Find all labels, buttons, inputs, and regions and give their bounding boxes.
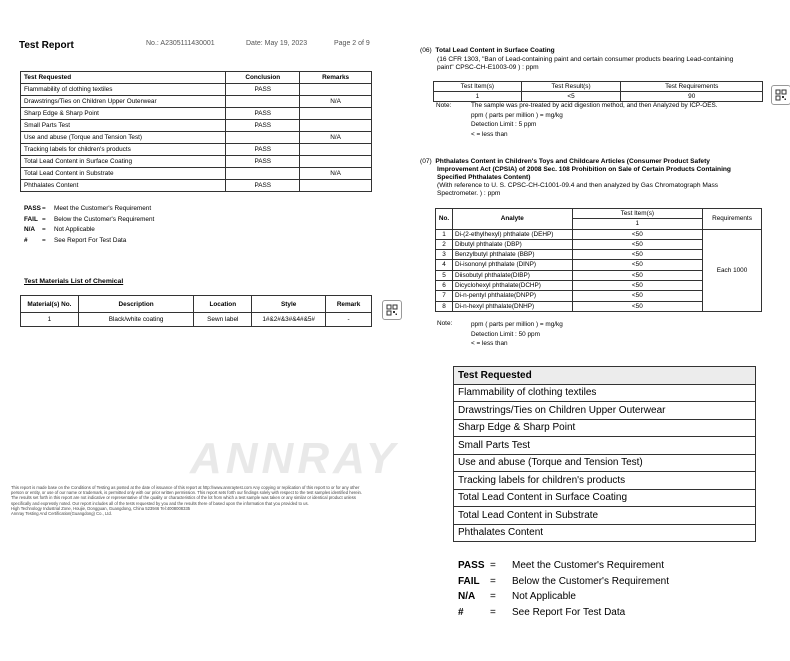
phthalates-requirement: Each 1000 [703, 229, 762, 311]
summary-conclusion: PASS [226, 120, 300, 132]
summary-remarks [300, 144, 372, 156]
report-date: Date: May 19, 2023 [246, 40, 308, 47]
analyte-name: Di-n-pentyl phthalate(DNPP) [452, 291, 572, 301]
legend-key: PASS [24, 205, 41, 212]
phthalates-ref-line1: (With reference to U. S. CPSC-CH-C1001-09.4 and then analyzed by Gas Chromatograph Mass [437, 182, 719, 189]
summary-test-name: Use and abuse (Torque and Tension Test) [21, 132, 226, 144]
analyte-name: Dicyclohexyl phthalate(DCHP) [452, 281, 572, 291]
summary-remarks: N/A [300, 132, 372, 144]
lead-table-header [434, 82, 763, 92]
footer-line: High Technology Industrial Zone, Houjie, Dongguan, Guangdong, China 523946 Tel:4008008335 [11, 505, 191, 511]
zoomed-test-item: Drawstrings/Ties on Children Upper Outerwear [454, 402, 756, 420]
lead-header-requirement: Test Requirements [621, 82, 763, 92]
legend-text: Meet the Customer's Requirement [512, 560, 664, 571]
zoomed-test-item: Phthalates Content [454, 524, 756, 542]
legend-item [24, 215, 154, 226]
material-remark: - [326, 313, 372, 327]
lead-result: <5 [521, 92, 621, 102]
header-test-requested: Test Requested [21, 72, 226, 84]
legend-equals: = [490, 591, 496, 603]
header-conclusion: Conclusion [226, 72, 300, 84]
qr-code-icon[interactable] [382, 300, 402, 320]
legend-text: Meet the Customer's Requirement [54, 205, 152, 212]
summary-conclusion: PASS [226, 108, 300, 120]
phthalates-title-line1: Phthalates Content in Children's Toys and Childcare Articles (Consumer Product Safety [435, 158, 710, 165]
phthalates-section-heading [420, 158, 710, 166]
lead-section-number: (06) [420, 47, 432, 54]
zoomed-test-item: Total Lead Content in Surface Coating [454, 489, 756, 507]
legend-equals: = [42, 205, 46, 212]
material-location: Sewn label [194, 313, 252, 327]
phthalates-header-no: No. [436, 209, 453, 230]
analyte-name: Di-n-hexyl phthalate(DNHP) [452, 301, 572, 311]
materials-table-header [21, 296, 372, 313]
summary-conclusion: PASS [226, 84, 300, 96]
analyte-no: 6 [436, 281, 453, 291]
summary-test-name: Flammability of clothing textiles [21, 84, 226, 96]
analyte-result: <50 [572, 291, 702, 301]
material-no: 1 [21, 313, 79, 327]
analyte-name: Diisobutyl phthalate(DIBP) [452, 270, 572, 280]
table-row [21, 180, 372, 192]
header-remarks: Remarks [300, 72, 372, 84]
lead-ref-line1: (16 CFR 1303, "Ban of Lead-containing paint and certain consumer products bearing Lead-containing [437, 56, 734, 63]
summary-conclusion [226, 96, 300, 108]
phthalates-section-number: (07) [420, 158, 432, 165]
table-row [21, 96, 372, 108]
zoomed-test-requested-table [453, 366, 756, 542]
zoomed-test-item: Small Parts Test [454, 437, 756, 455]
summary-test-name: Total Lead Content in Substrate [21, 168, 226, 180]
zoomed-test-item: Total Lead Content in Substrate [454, 507, 756, 525]
analyte-no: 4 [436, 260, 453, 270]
report-footer [11, 485, 381, 516]
lead-header-result: Test Result(s) [521, 82, 621, 92]
table-row [21, 132, 372, 144]
summary-test-name: Drawstrings/Ties on Children Upper Outerwear [21, 96, 226, 108]
analyte-no: 3 [436, 250, 453, 260]
lead-note-label: Note: [436, 102, 452, 109]
legend-text: Below the Customer's Requirement [512, 575, 669, 587]
lead-header-item: Test Item(s) [434, 82, 522, 92]
phthalates-note-label: Note: [437, 320, 453, 327]
summary-conclusion: PASS [226, 144, 300, 156]
table-row [21, 84, 372, 96]
table-row [454, 507, 756, 525]
material-style: 1#&2#&3#&4#&5# [252, 313, 326, 327]
legend-item [24, 225, 154, 236]
lead-item: 1 [434, 92, 522, 102]
legend-item [458, 589, 669, 605]
table-row [21, 120, 372, 132]
analyte-no: 2 [436, 239, 453, 249]
table-row [436, 229, 762, 239]
note-line: The sample was pre-treated by acid digestion method, and then Analyzed by ICP-OES. [471, 102, 718, 109]
legend-key: # [24, 236, 28, 244]
legend-item [24, 236, 154, 247]
analyte-result: <50 [572, 229, 702, 239]
summary-remarks [300, 180, 372, 192]
analyte-no: 1 [436, 229, 453, 239]
analyte-result: <50 [572, 270, 702, 280]
material-description: Black/white coating [78, 313, 194, 327]
analyte-name: Dibutyl phthalate (DBP) [452, 239, 572, 249]
note-line: ppm ( parts per million ) = mg/kg [471, 321, 563, 328]
summary-remarks [300, 120, 372, 132]
phthalates-header-test-item: Test Item(s) [572, 209, 702, 219]
table-row [454, 472, 756, 490]
analyte-result: <50 [572, 281, 702, 291]
table-row [21, 144, 372, 156]
legend-key: N/A [458, 591, 476, 603]
summary-conclusion: PASS [226, 180, 300, 192]
analyte-name: Di-isononyl phthalate (DINP) [452, 260, 572, 270]
watermark: ANNRAY [190, 434, 399, 483]
table-row [21, 168, 372, 180]
materials-table [20, 295, 372, 327]
table-row [21, 108, 372, 120]
legend-text: Below the Customer's Requirement [54, 215, 155, 223]
phthalates-title-line3: Specified Phthalates Content) [437, 174, 531, 181]
phthalates-table [435, 208, 762, 312]
analyte-no: 8 [436, 301, 453, 311]
summary-remarks [300, 156, 372, 168]
header-material-no: Material(s) No. [21, 296, 79, 313]
legend-equals: = [490, 606, 496, 618]
legend-key: FAIL [458, 575, 480, 587]
legend-equals: = [42, 226, 46, 233]
table-row [21, 156, 372, 168]
footer-line: The results set forth in this report are not indicative or representative of the quality or characteristics of the lot from which a test sample was taken or any similar or identical product unless [11, 495, 356, 501]
header-remark: Remark [326, 296, 372, 313]
note-line: Detection Limit : 5 ppm [471, 121, 537, 128]
phthalates-table-header [436, 209, 762, 219]
summary-test-name: Phthalates Content [21, 180, 226, 192]
legend-item [458, 558, 669, 574]
summary-test-name: Tracking labels for children's products [21, 144, 226, 156]
legend-key: # [458, 606, 464, 618]
summary-remarks [300, 108, 372, 120]
lead-section-title: Total Lead Content in Surface Coating [435, 47, 555, 54]
report-number: No.: A2305111430001 [146, 40, 215, 47]
legend-text: See Report For Test Data [54, 236, 127, 244]
phthalates-title-line2: Improvement Act (CPSIA) of 2008 Sec. 108 Prohibition on Sale of Certain Products Containing [437, 166, 731, 173]
table-row [454, 437, 756, 455]
analyte-name: Di-(2-ethylhexyl) phthalate (DEHP) [452, 229, 572, 239]
analyte-result: <50 [572, 260, 702, 270]
legend-item [458, 574, 669, 590]
analyte-name: Benzylbutyl phthalate (BBP) [452, 250, 572, 260]
zoomed-test-item: Tracking labels for children's products [454, 472, 756, 490]
table-row [454, 524, 756, 542]
analyte-no: 5 [436, 270, 453, 280]
phthalates-ref-line2: Spectrometer. ) : ppm [437, 190, 501, 197]
note-line: < = less than [471, 340, 508, 347]
analyte-no: 7 [436, 291, 453, 301]
summary-remarks: N/A [300, 96, 372, 108]
summary-test-name: Sharp Edge & Sharp Point [21, 108, 226, 120]
zoomed-header: Test Requested [454, 367, 756, 385]
zoomed-test-item: Flammability of clothing textiles [454, 384, 756, 402]
legend-item [458, 605, 669, 621]
legend-text: Not Applicable [512, 591, 576, 603]
lead-table [433, 81, 763, 102]
legend-key: PASS [458, 560, 485, 571]
summary-remarks: N/A [300, 168, 372, 180]
header-description: Description [78, 296, 194, 313]
header-location: Location [194, 296, 252, 313]
summary-test-name: Small Parts Test [21, 120, 226, 132]
materials-title: Test Materials List of Chemical [24, 278, 124, 285]
note-line: ppm ( parts per million ) = mg/kg [471, 111, 563, 119]
table-row [454, 489, 756, 507]
footer-line: Annray Testing And Certification(Guangdong) Co., Ltd. [11, 511, 112, 517]
legend-item [24, 204, 154, 215]
legend-text: Not Applicable [54, 226, 95, 233]
legend-equals: = [490, 575, 496, 587]
legend-equals: = [42, 215, 46, 223]
summary-table-header [21, 72, 372, 84]
legend-equals: = [490, 560, 496, 571]
phthalates-header-requirements: Requirements [703, 209, 762, 230]
report-title: Test Report [19, 40, 74, 51]
table-row [454, 419, 756, 437]
analyte-result: <50 [572, 239, 702, 249]
phthalates-notes [471, 320, 563, 349]
note-line: Detection Limit : 50 ppm [471, 330, 540, 338]
analyte-result: <50 [572, 250, 702, 260]
left-legend [24, 204, 154, 246]
summary-conclusion: PASS [226, 156, 300, 168]
zoomed-table-header [454, 367, 756, 385]
footer-line: This report is made base on the Conditions of Testing as posted at the date of issuance of this report at http://www.annraytest.com Any copying or replication of this report to or for any other [11, 485, 360, 490]
note-line: < = less than [471, 130, 508, 138]
lead-requirement: 90 [621, 92, 763, 102]
qr-code-icon[interactable] [771, 85, 790, 105]
legend-key: N/A [24, 226, 36, 233]
legend-equals: = [42, 236, 46, 244]
phthalates-header-analyte: Analyte [452, 209, 572, 230]
analyte-result: <50 [572, 301, 702, 311]
table-row [454, 402, 756, 420]
table-row [434, 92, 763, 102]
lead-notes [471, 101, 718, 139]
lead-section-heading [420, 47, 555, 55]
zoomed-test-item: Use and abuse (Torque and Tension Test) [454, 454, 756, 472]
summary-conclusion [226, 168, 300, 180]
summary-remarks [300, 84, 372, 96]
footer-line: specifically and expressly noted. Our report includes all of the tests requested by you and the results there of based upon the information that you provided to us. [11, 500, 309, 506]
table-row [454, 454, 756, 472]
footer-line: person or entity, or use of our name or trademark, is permitted only with our prior written permission. This report sets forth our findings solely with respect to the test samples identified herein. [11, 490, 363, 496]
summary-test-name: Total Lead Content in Surface Coating [21, 156, 226, 168]
summary-conclusion [226, 132, 300, 144]
phthalates-test-item-no: 1 [572, 219, 702, 229]
zoomed-test-item: Sharp Edge & Sharp Point [454, 419, 756, 437]
table-row [21, 313, 372, 327]
summary-table [20, 71, 372, 192]
page-number: Page 2 of 9 [334, 40, 370, 47]
legend-key: FAIL [24, 215, 38, 223]
legend-text: See Report For Test Data [512, 606, 626, 618]
lead-ref-line2: paint" CPSC-CH-E1003-09 ) : ppm [437, 64, 539, 71]
header-style: Style [252, 296, 326, 313]
zoomed-legend [458, 558, 669, 620]
table-row [454, 384, 756, 402]
